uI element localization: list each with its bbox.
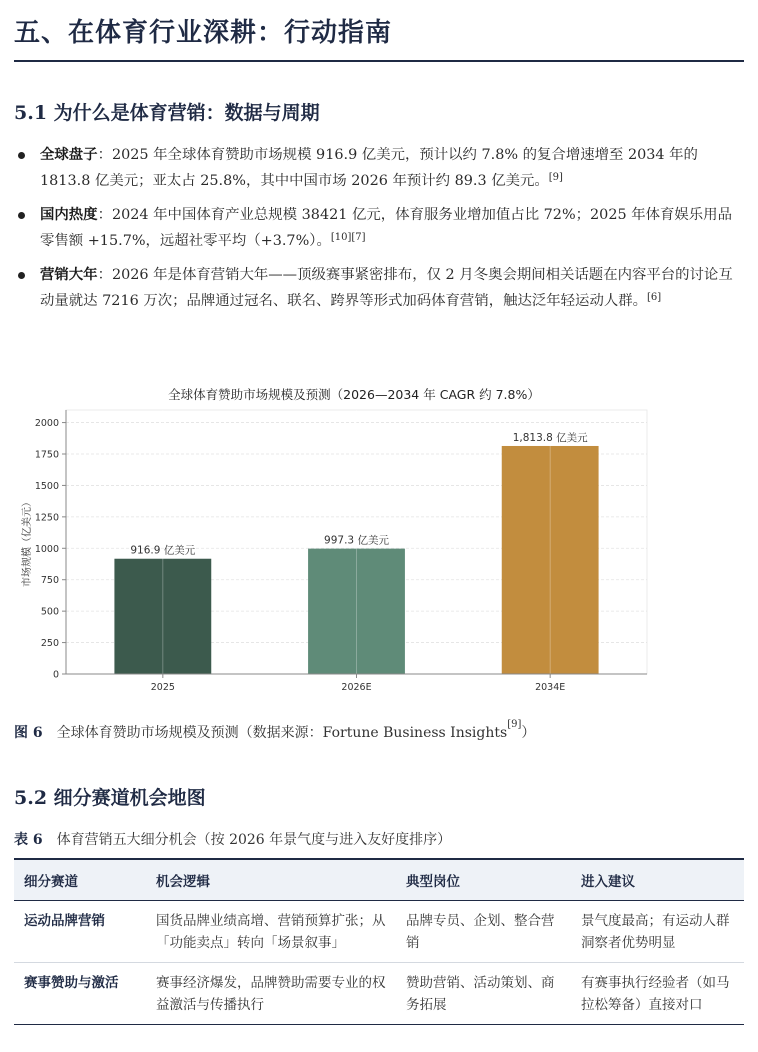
y-tick-label: 1750 [34,449,59,461]
table-cell-advice: 景气度最高；有运动人群洞察者优势明显 [571,901,744,963]
y-tick-labels [35,418,66,680]
bar-value-label: 916.9 亿美元 [130,544,196,557]
y-tick-label: 500 [40,606,59,618]
table-cell-advice: 有赛事执行经验者（如马拉松筹备）直接对口 [571,963,744,1025]
table-cell-logic: 赛事经济爆发，品牌赞助需要专业的权益激活与传播执行 [146,963,396,1025]
y-tick-label: 1500 [34,480,59,492]
y-tick-label: 2000 [34,418,59,430]
bullet-text: ：2026 年是体育营销大年——顶级赛事紧密排布，仅 2 月冬奥会期间相关话题在内容平台的讨论互动量就达 7216 万次；品牌通过冠名、联名、跨界等形式加码体育营销，触达泛年轻运动人群。 [40,267,733,309]
bar-value-label: 997.3 亿美元 [324,534,389,547]
bullet-label: 营销大年 [40,266,98,283]
citation-ref[interactable]: [6] [647,292,662,303]
figure-caption [14,719,536,742]
table-header-row [14,859,744,901]
citation-ref[interactable]: [10][7] [330,232,366,243]
y-axis-label: 市场规模（亿美元） [22,497,33,587]
chart-title: 全球体育赞助市场规模及预测（2026—2034 年 CAGR 约 7.8%） [168,387,540,402]
bullet-list [14,142,746,322]
table-cell-roles: 赞助营销、活动策划、商务拓展 [396,963,571,1025]
x-tick-label: 2025 [150,682,175,693]
subsection-title-2: 5.2 细分赛道机会地图 [14,787,206,809]
citation-ref[interactable]: [9] [507,719,522,730]
figure-caption-tail: ） [521,725,536,741]
chart-canvas [14,380,664,695]
y-tick-label: 250 [40,638,59,650]
x-tick-label: 2034E [535,682,566,693]
bar-value-label: 1,813.8 亿美元 [512,431,588,444]
bar-chart [14,380,664,695]
table-header-cell: 机会逻辑 [146,859,396,901]
table-cell-roles: 品牌专员、企划、整合营销 [396,901,571,963]
bullet-text: ：2025 年全球体育赞助市场规模 916.9 亿美元，预计以约 7.8% 的复合增速增至 2034 年的 1813.8 亿美元；亚太占 25.8%，其中中国市场 2026 年预计约 89.3 亿美元。 [40,147,698,189]
table-label: 表 6 [14,832,43,848]
table-header-cell: 进入建议 [571,859,744,901]
x-tick-labels [151,674,566,693]
bullet-label: 全球盘子 [40,146,98,163]
bullet-item [14,142,746,194]
table-row [14,963,744,1025]
figure-label: 图 6 [14,725,43,741]
x-tick-label: 2026E [341,682,372,693]
bar-layer [114,410,598,674]
table-header-cell: 细分赛道 [14,859,146,901]
citation-ref[interactable]: [9] [548,172,563,183]
bullet-item [14,202,746,254]
table-cell-segment: 运动品牌营销 [14,901,146,963]
y-tick-label: 0 [52,669,59,681]
opportunity-table [14,858,744,1025]
y-tick-label: 1250 [34,512,59,524]
bullet-text: ：2024 年中国体育产业总规模 38421 亿元，体育服务业增加值占比 72%；2025 年体育娱乐用品零售额 +15.7%，远超社零平均（+3.7%）。 [40,207,732,249]
y-tick-label: 1000 [34,543,59,555]
table-cell-logic: 国货品牌业绩高增、营销预算扩张；从「功能卖点」转向「场景叙事」 [146,901,396,963]
y-tick-label: 750 [40,575,59,587]
table-row [14,901,744,963]
table-cell-segment: 赛事赞助与激活 [14,963,146,1025]
table-caption [14,829,451,849]
figure-caption-text: 全球体育赞助市场规模及预测（数据来源：Fortune Business Insights [56,725,508,741]
table-caption-text: 体育营销五大细分机会（按 2026 年景气度与进入友好度排序） [56,832,452,848]
table-header-cell: 典型岗位 [396,859,571,901]
bullet-item [14,262,746,314]
section-title: 五、在体育行业深耕：行动指南 [14,18,393,48]
bullet-label: 国内热度 [40,206,98,223]
subsection-title-1: 5.1 为什么是体育营销：数据与周期 [14,102,320,124]
title-divider [14,60,744,62]
